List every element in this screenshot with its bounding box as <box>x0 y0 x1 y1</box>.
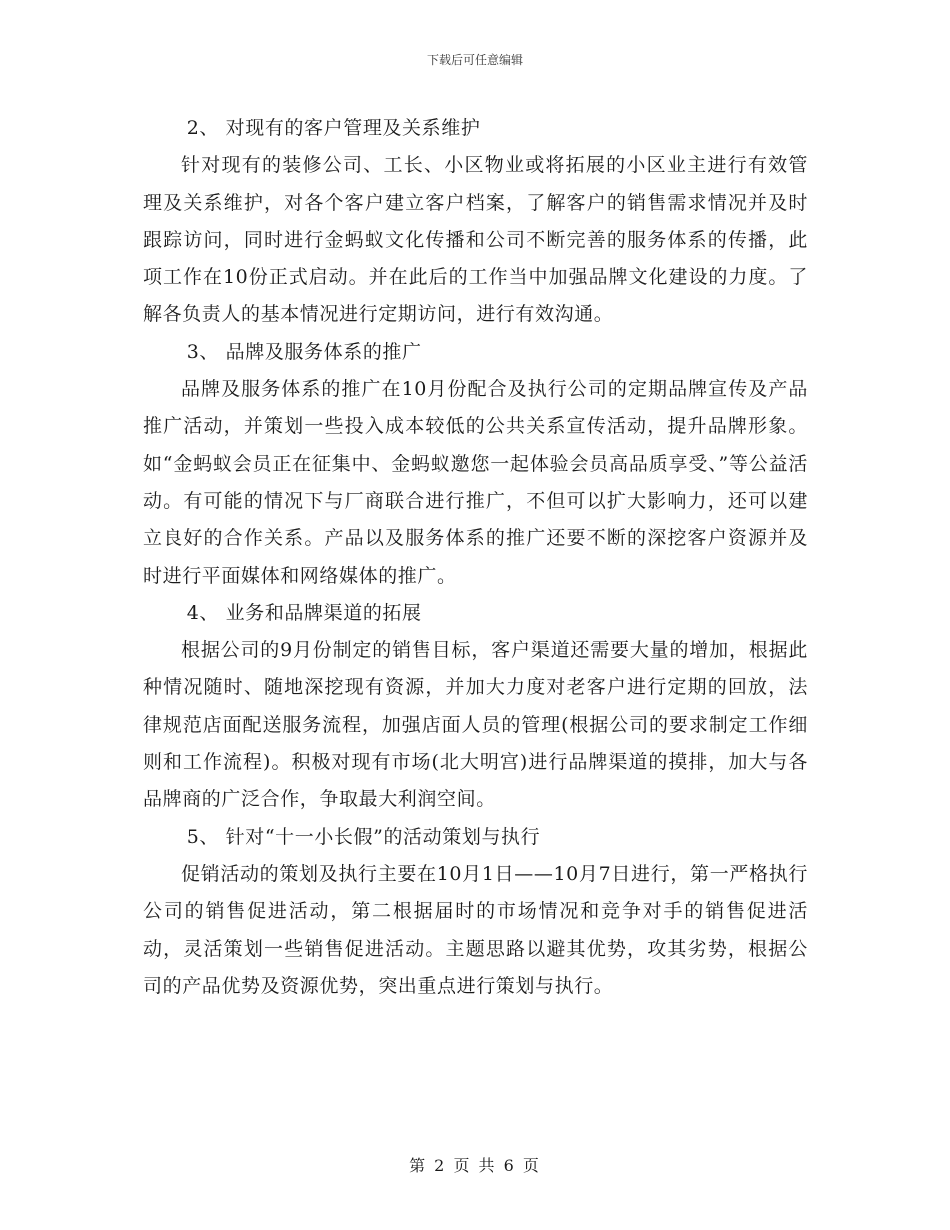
section-heading-3: 3、 品牌及服务体系的推广 <box>186 340 422 363</box>
section-heading-4: 4、 业务和品牌渠道的拓展 <box>186 601 422 624</box>
page-header: 下载后可任意编辑 <box>426 53 523 67</box>
section-body-3: 品牌及服务体系的推广在10月份配合及执行公司的定期品牌宣传及产品推广活动，并策划一些投入成本较低的公共关系宣传活动，提升品牌形象。如“金蚂蚁会员正在征集中、金蚂蚁邀您一起体验会员高品质享受、”等公益活动。有可能的情况下与厂商联合进行推广，不但可以扩大影响力，还可以建立良好的合作关系。产品以及服务体系的推广还要不断的深挖客户资源并及时进行平面媒体和网络媒体的推广。 <box>143 378 808 587</box>
section-heading-5: 5、 针对“十一小长假”的活动策划与执行 <box>186 825 541 848</box>
section-body-4: 根据公司的9月份制定的销售目标，客户渠道还需要大量的增加，根据此种情况随时、随地深挖现有资源，并加大力度对老客户进行定期的回放，法律规范店面配送服务流程，加强店面人员的管理(根据公司的要求制定工作细则和工作流程)。积极对现有市场(北大明宫)进行品牌渠道的摸排，加大与各品牌商的广泛合作，争取最大利润空间。 <box>143 639 808 811</box>
section-heading-2: 2、 对现有的客户管理及关系维护 <box>186 117 481 139</box>
section-body-2: 针对现有的装修公司、工长、小区物业或将拓展的小区业主进行有效管理及关系维护，对各个客户建立客户档案，了解客户的销售需求情况并及时跟踪访问，同时进行金蚂蚁文化传播和公司不断完善的服务体系的传播，此项工作在10份正式启动。并在此后的工作当中加强品牌文化建设的力度。了解各负责人的基本情况进行定期访问，进行有效沟通。 <box>143 154 808 326</box>
section-body-5: 促销活动的策划及执行主要在10月1日——10月7日进行，第一严格执行公司的销售促进活动，第二根据届时的市场情况和竞争对手的销售促进活动，灵活策划一些销售促进活动。主题思路以避其优势，攻其劣势，根据公司的产品优势及资源优势，突出重点进行策划与执行。 <box>143 862 808 997</box>
page-number: 第 2 页 共 6 页 <box>409 1156 541 1175</box>
document-body <box>143 110 808 1005</box>
